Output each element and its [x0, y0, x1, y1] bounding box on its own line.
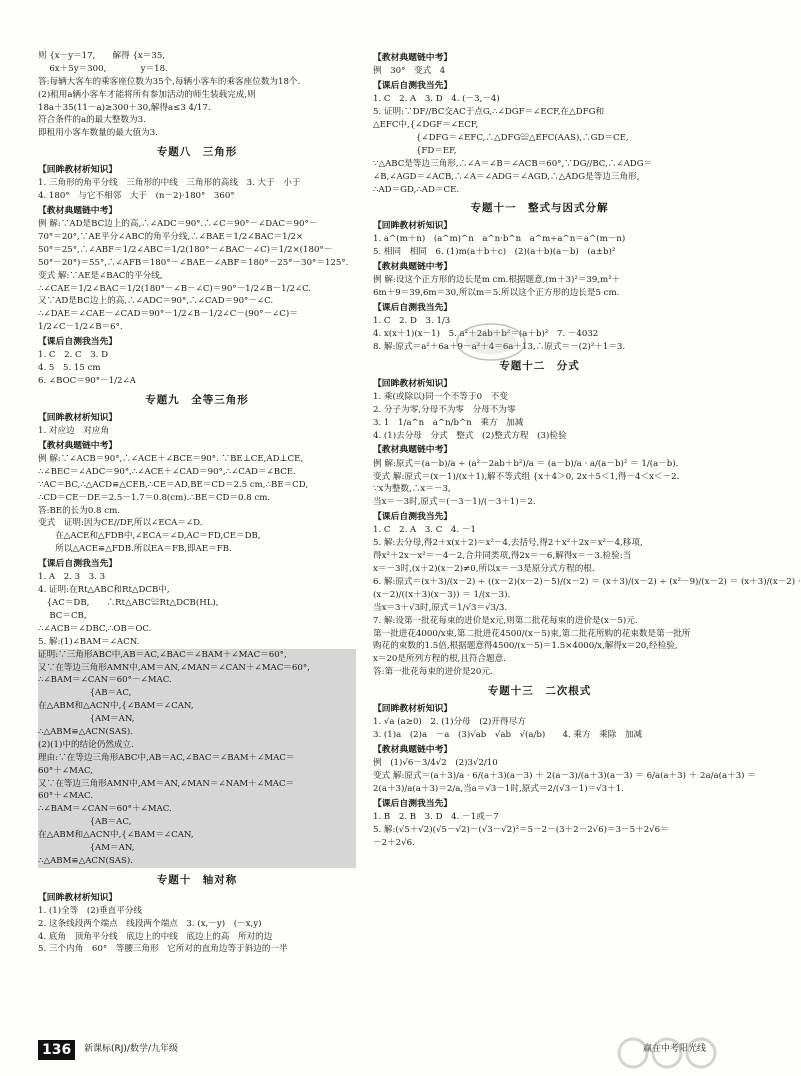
section-title: 专题十三 二次根式 [487, 685, 592, 698]
right-column [373, 50, 801, 850]
text-line: 4. 底角 顶角平分线 底边上的中线 底边上的高 所对的边 [38, 931, 273, 942]
text-line: 购花的束数的1.5倍,根据题意得4500/(x－5)＝1.5×4000/x,解得x＝20,经检验, [373, 641, 678, 652]
text-line: 证明:∵三角形ABC中,AB＝AC,∠BAC＝∠BAM＋∠MAC＝60°, [38, 649, 356, 662]
text-line: 70°＝20°,∵AE平分∠ABC的角平分线,∴∠BAE＝1/2∠BAC＝1/2× [38, 232, 304, 243]
text-line: ∴AD＝GD,∴AD＝CE. [373, 184, 460, 195]
text-line: 1. 乘(或除以)同一个不等于0 不变 [373, 391, 508, 402]
text-line: 变式 解:原式＝(a＋3)/a · 6/(a＋3)(a－3) ＋ 2(a－3)/(a＋3)(a－3) ＝ 6/a(a＋3) ＋ 2a/a(a＋3) ＝ [373, 770, 756, 781]
text-line: {AC＝DB, ∴Rt△ABC≌Rt△DCB(HL), [38, 598, 219, 609]
text-line: ∵AC＝BC,∴△ACD≌△CEB,∴CE＝AD,BE＝CD＝2.5 cm,∴BE＝CD, [38, 479, 309, 490]
text-line: －2＋2√6. [373, 837, 415, 848]
text-line: (2)(1)中的结论仍然成立. [38, 739, 356, 752]
section-heading: 【课后自测我当先】 [38, 337, 118, 348]
text-line: 2. 分子为零,分母不为零 分母不为零 [373, 404, 516, 415]
text-line: 60°＋∠MAC, [38, 765, 356, 778]
section-heading: 【回眸教材析知识】 [38, 164, 118, 175]
text-line: {∠DFG＝∠EFC,∴△DFG≌△EFC(AAS),∴GD＝CE, [373, 132, 629, 143]
text-line: △EFC中,{∠DGF＝∠ECF, [373, 120, 479, 131]
text-line: {AB＝AC, [38, 687, 356, 700]
text-line: 变式 解:∵AE是∠BAC的平分线, [38, 270, 163, 281]
text-line: {AM＝AN, [38, 842, 356, 855]
text-line: 1/2∠C－1/2∠B＝6°. [38, 322, 123, 333]
watermark-logo [615, 1035, 735, 1071]
text-line: 4. 证明:在Rt△ABC和Rt△DCB中, [38, 585, 170, 596]
section-title: 专题九 全等三角形 [145, 394, 249, 407]
text-line: 4. (1)去分母 分式 整式 (2)整式方程 (3)检验 [373, 430, 567, 441]
section-heading: 【回眸教材析知识】 [373, 703, 453, 714]
text-line: 5. 解:(√5＋√2)(√5－√2)－(√3－√2)²＝5－2－(3＋2－2√6)＝3－5＋2√6＝ [373, 824, 669, 835]
text-line: 第一批进花4000/x束,第二批进花4500/(x－5)束,第二批花所购的花束数是第一批所 [373, 628, 691, 639]
text-line: ∴△ABM≌△ACN(SAS). [38, 726, 356, 739]
section-heading: 【课后自测我当先】 [373, 81, 453, 92]
text-line: 1. 对应边 对应角 [38, 425, 110, 436]
text-line: 1. a^(m＋n) (a^m)^n a^n·b^n a^m÷a^n＝a^(m－n) [373, 234, 626, 245]
text-line: 得x²＋2x－x²＝－4－2,合并同类项,得2x＝－6,解得x＝－3.检验:当 [373, 551, 632, 562]
text-line: 1. B 2. B 3. D 4. －1或－7 [373, 811, 499, 822]
text-line: 例 解:∵AD是BC边上的高,∴∠ADC＝90°.∴∠C＝90°－∠DAC＝90°－ [38, 219, 318, 230]
section-heading: 【课后自测我当先】 [373, 798, 453, 809]
page-footer [38, 1040, 706, 1060]
text-line: 例 解:设这个正方形的边长是m cm.根据题意,(m＋3)²＝39,m²＋ [373, 275, 621, 286]
text-line: 5. 解:去分母,得2＋x(x＋2)＝x²－4,去括号,得2＋x²＋2x＝x²－4,移项, [373, 538, 643, 549]
footer-series: 新课标(RJ)/数学/九年级 [84, 1044, 178, 1054]
section-heading: 【课后自测我当先】 [373, 512, 453, 523]
text-line: ∴∠DAE＝∠CAE－∠CAD＝90°－1/2∠B－1/2∠C－(90°－∠C)＝ [38, 309, 298, 320]
text-line: 变式 证明:因为CE//DF,所以∠ECA＝∠D. [38, 518, 203, 529]
text-line: ∵x为整数,∴x＝－3, [373, 484, 451, 495]
text-line: {AM＝AN, [38, 713, 356, 726]
text-line: 1. C 2. A 3. D 4. (－3,－4) [373, 94, 500, 105]
section-title: 专题十 轴对称 [156, 873, 238, 886]
text-line: 1. C 2. A 3. C 4. －1 [373, 525, 476, 536]
text-line: 例 解:∵∠ACB＝90°,∴∠ACE＋∠BCE＝90°. ∵BE⊥CE,AD⊥CE, [38, 454, 304, 465]
text-line: 2. 这条线段两个端点 线段两个端点 3. (x,－y) (－x,y) [38, 918, 262, 929]
section-heading: 【课后自测我当先】 [373, 303, 453, 314]
text-line: {AB＝AC, [38, 816, 356, 829]
section-heading: 【回眸教材析知识】 [373, 221, 453, 232]
text-line: 4. 180° 与它不相邻 大于 (n－2)·180° 360° [38, 191, 235, 202]
text-line: 6. ∠BOC＝90°－1/2∠A [38, 376, 136, 387]
text-line: 在△ACE和△FDB中,∠ECA＝∠D,AC＝FD,CE＝DB, [38, 531, 261, 542]
text-line: 5. 证明:∵DF//BC交AC于点G,∴∠DGF＝∠ECF,在△DFG和 [373, 107, 605, 118]
text-line: 答:第一批花每束的进价是20元. [373, 667, 493, 678]
text-line: 5. 相同 相同 6. (1)m(a＋b＋c) (2)(a＋b)(a－b) (a±b)² [373, 247, 616, 258]
text-line: ∴∠BEC＝∠ADC＝90°,∴∠ACE＋∠CAD＝90°,∴∠CAD＝∠BCE. [38, 466, 296, 477]
text-line: 5. 三个内角 60° 等腰三角形 它所对的直角边等于斜边的一半 [38, 944, 288, 955]
text-line: BC＝CB, [38, 611, 87, 622]
section-heading: 【回眸教材析知识】 [38, 412, 118, 423]
text-line: (x－2)/((x＋3)(x－3)) ＝ 1/(x－3). [373, 589, 511, 600]
text-line: 1. √a (a≥0) 2. (1)分母 (2)开得尽方 [373, 717, 526, 727]
section-heading: 【回眸教材析知识】 [38, 892, 118, 903]
text-line: 4. x(x＋1)(x－1) 5. a²＋2ab＋b²＝(a＋b)² 7. －4032 [373, 329, 599, 340]
section-heading: 【课后自测我当先】 [38, 559, 118, 570]
text-line: 例 解:原式＝(a－b)/a ÷ (a²－2ab＋b²)/a ＝ (a－b)/a · a/(a－b)² ＝ 1/(a－b). [373, 458, 679, 469]
text-line: 7. 解:设第一批花每束的进价是x元,则第二批花每束的进价是(x－5)元. [373, 615, 638, 626]
text-line: 例 (1)√6－3/4√2 (2)3√2/10 [373, 757, 498, 768]
text-line: 50°＝25°,∴∠ABF＝1/2∠ABC＝1/2(180°－∠BAC－∠C)＝1/2×(180°－ [38, 244, 333, 255]
text-line: 3. 1 1/a^n a^n/b^n 乘方 加减 [373, 417, 524, 428]
text-line: ∠B,∠AGD＝∠ACB,∴∠A＝∠ADG＝∠AGD,∴△ADG是等边三角形, [373, 171, 640, 182]
text-line: 1. C 2. C 3. D [38, 350, 109, 361]
text-line: 符合条件的a的最大整数为3. [38, 115, 146, 126]
text-line: ∴∠BAM＝∠CAN＝60°－∠MAC. [38, 674, 356, 687]
text-line: 3. (1)a (2)a －a (3)√ab √ab √(a/b) 4. 乘方 乘除 加减 [373, 729, 643, 740]
text-line: 1. (1)全等 (2)垂直平分线 [38, 905, 143, 916]
text-line: 6. 解:原式＝(x＋3)/(x－2) ÷ ((x－2)(x－2)－5)/(x－2) ＝ (x＋3)/(x－2) ÷ (x²－9)/(x－2) ＝ (x＋3)/(x－2) · [373, 576, 801, 587]
text-line: 当x＝3＋√3时,原式＝1/√3＝√3/3. [373, 602, 508, 613]
text-line: 4. 5 5. 15 cm [38, 363, 101, 374]
text-line: x＝20是所列方程的根,且符合题意. [373, 654, 506, 665]
text-line: {FD＝EF, [373, 145, 457, 156]
text-line: 当x＝－3时,原式＝(－3－1)/(－3＋1)＝2. [373, 497, 536, 508]
text-line: 60°＋∠MAC. [38, 790, 356, 803]
section-title: 专题十一 整式与因式分解 [470, 202, 609, 215]
text-line: 18a＋35(11－a)≥300＋30,解得a≤3 4/17. [38, 102, 211, 113]
section-heading: 【教材典题链中考】 [373, 262, 453, 273]
text-line: ∴∠BAM＝∠CAN＝60°＋∠MAC. [38, 803, 356, 816]
text-line: (2)租用a辆小客车才能将所有参加活动的师生装载完成,则 [38, 89, 256, 100]
text-line: 1. 三角形的角平分线 三角形的中线 三角形的高线 3. 大于 小于 [38, 178, 301, 189]
text-line: 答:BE的长为0.8 cm. [38, 505, 120, 516]
text-line: 又∵在等边三角形AMN中,AM＝AN,∠MAN＝∠NAM＋∠MAC＝ [38, 778, 356, 791]
text-line: 1. A 2. 3 3. 3 [38, 572, 106, 583]
text-line: ∴△ABM≌△ACN(SAS). [38, 855, 356, 868]
section-heading: 【教材典题链中考】 [38, 440, 118, 451]
text-line: 2(a＋3)/a(a＋3)＝2/a,当a＝√3－1时,原式＝2/(√3－1)＝√3＋1. [373, 783, 624, 794]
text-line: 理由:∵在等边三角形ABC中,AB＝AC,∠BAC＝∠BAM＋∠MAC＝ [38, 752, 356, 765]
text-line: 5. 解:(1)∠BAM＝∠ACN. [38, 636, 140, 647]
text-line: 6m＋9＝39,6m＝30,所以m＝5.所以这个正方形的边长是5 cm. [373, 288, 620, 299]
stamp-mark [455, 322, 527, 362]
section-heading: 【教材典题链中考】 [373, 445, 453, 456]
text-line: 1. C 2. D 3. 1/3 [373, 316, 451, 327]
text-line: 答:每辆大客车的乘客座位数为35个,每辆小客车的乘客座位数为18个. [38, 76, 301, 87]
section-heading: 【回眸教材析知识】 [373, 378, 453, 389]
text-line: 例 30° 变式 4 [373, 66, 446, 77]
section-heading: 【教材典题链中考】 [38, 205, 118, 216]
text-line: 则 {x－y＝17, 解得 {x＝35, [38, 51, 166, 61]
text-line: ∵△ABC是等边三角形,∴∠A＝∠B＝∠ACB＝60°,∵DG//BC,∴∠ADG＝ [373, 158, 653, 169]
text-line: ∴∠CAE＝1/2∠BAC＝1/2(180°－∠B－∠C)＝90°－1/2∠B－1/2∠C. [38, 283, 312, 294]
section-title: 专题八 三角形 [156, 146, 238, 159]
left-column [38, 50, 356, 956]
text-line: 50°－20°)＝55°,∴∠AFB＝180°－∠BAE－∠ABF＝180°－25°－30°＝125°. [38, 257, 349, 268]
section-heading: 【教材典题链中考】 [373, 53, 453, 63]
text-line: 在△ABM和△ACN中,{∠BAM＝∠CAN, [38, 829, 356, 842]
text-line: 变式 解:原式＝(x－1)/(x＋1),解不等式组 {x＋4＞0, 2x＋5＜1,得－4＜x＜－2. [373, 471, 680, 482]
text-line: 即租用小客车数量的最大值为3. [38, 128, 158, 139]
text-line: 6x＋5y＝300, y＝18. [38, 63, 168, 74]
text-line: 又∵AD是BC边上的高,∴∠ADC＝90°,∴∠CAD＝90°－∠C. [38, 296, 274, 307]
page-number: 136 [38, 1040, 75, 1060]
text-line: 8. 解:原式＝a²＋6a＋9－a²＋4＝6a＋13,∴原式＝－(2)²＋1＝3. [373, 342, 626, 353]
text-line: 所以△ACE≌△FDB.所以EA＝FB,即AE＝FB. [38, 544, 232, 555]
section-heading: 【教材典题链中考】 [373, 744, 453, 755]
text-line: ∴∠ACB＝∠DBC,∴OB＝OC. [38, 623, 152, 634]
footer-brand: 赢在中考阳光线 [642, 1044, 706, 1054]
text-line: 又∵在等边三角形AMN中,AM＝AN,∠MAN＝∠CAN＋∠MAC＝60°, [38, 662, 356, 675]
text-line: ∴CD＝CE－DE＝2.5－1.7＝0.8(cm).∴BE＝CD＝0.8 cm. [38, 492, 271, 503]
section-title: 专题十二 分式 [499, 359, 580, 372]
text-line: 在△ABM和△ACN中,{∠BAM＝∠CAN, [38, 700, 356, 713]
text-line: x＝－3时,(x＋2)(x－2)≠0,所以x＝－3是原分式方程的根. [373, 564, 595, 575]
